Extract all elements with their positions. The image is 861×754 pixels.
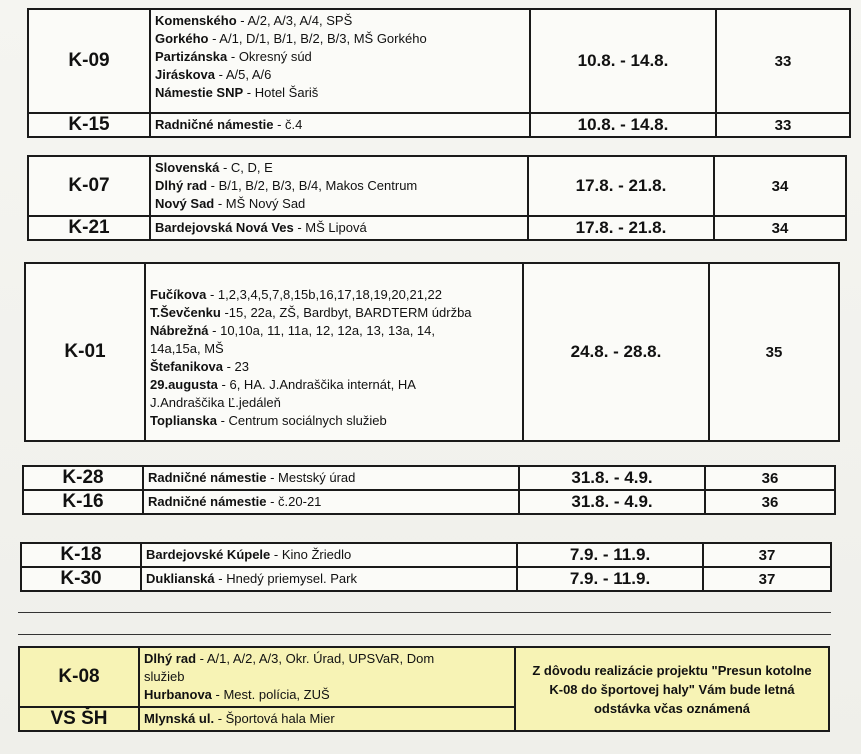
street-name: Nábrežná xyxy=(150,323,209,338)
street-detail: - Mestský úrad xyxy=(266,470,356,485)
street-line xyxy=(144,650,510,668)
street-list xyxy=(139,647,515,707)
street-line xyxy=(155,159,523,177)
outage-dates: 17.8. - 21.8. xyxy=(528,156,714,216)
street-line xyxy=(150,322,518,340)
circuit-code: K-15 xyxy=(28,113,150,137)
street-line xyxy=(144,686,510,704)
outage-dates: 10.8. - 14.8. xyxy=(530,113,716,137)
street-name: Radničné námestie xyxy=(155,117,274,132)
special-group xyxy=(18,646,830,732)
street-line xyxy=(144,710,510,728)
street-line xyxy=(148,469,514,487)
street-line xyxy=(155,30,525,48)
street-detail: J.Andraščika Ľ.jedáleň xyxy=(150,395,281,410)
week-number: 33 xyxy=(716,113,850,137)
street-list xyxy=(150,216,528,240)
street-line xyxy=(155,219,523,237)
week-number: 36 xyxy=(705,466,835,490)
street-detail: - 1,2,3,4,5,7,8,15b,16,17,18,19,20,21,22 xyxy=(206,287,442,302)
street-line xyxy=(150,412,518,430)
street-name: Radničné námestie xyxy=(148,494,267,509)
street-detail: - Okresný súd xyxy=(227,49,312,64)
circuit-code: K-01 xyxy=(25,263,145,441)
schedule-group-5 xyxy=(20,542,832,592)
street-detail: služieb xyxy=(144,669,185,684)
street-detail: - č.20-21 xyxy=(266,494,322,509)
outage-dates: 10.8. - 14.8. xyxy=(530,9,716,113)
street-line xyxy=(150,394,518,412)
street-line xyxy=(146,570,512,588)
street-name: Gorkého xyxy=(155,31,209,46)
schedule-group-4 xyxy=(22,465,836,515)
week-number: 35 xyxy=(709,263,839,441)
street-detail: - Športová hala Mier xyxy=(214,711,335,726)
street-line xyxy=(148,493,514,511)
street-name: Toplianska xyxy=(150,413,217,428)
street-name: Štefanikova xyxy=(150,359,223,374)
table-row xyxy=(21,543,831,567)
week-number: 36 xyxy=(705,490,835,514)
street-detail: - 6, HA. J.Andraščika internát, HA xyxy=(217,377,416,392)
street-name: Komenského xyxy=(155,13,237,28)
street-line xyxy=(155,12,525,30)
street-name: Námestie SNP xyxy=(155,85,244,100)
circuit-code: K-18 xyxy=(21,543,141,567)
circuit-code: K-08 xyxy=(19,647,139,707)
table-row xyxy=(21,567,831,591)
street-detail: - č.4 xyxy=(273,117,303,132)
street-name: Mlynská ul. xyxy=(144,711,215,726)
street-detail: 14a,15a, MŠ xyxy=(150,341,224,356)
table-row xyxy=(28,9,850,113)
street-detail: - Mest. polícia, ZUŠ xyxy=(211,687,330,702)
street-name: Partizánska xyxy=(155,49,228,64)
circuit-code: VS ŠH xyxy=(19,707,139,731)
table-row xyxy=(28,156,846,216)
street-line xyxy=(155,84,525,102)
week-number: 34 xyxy=(714,156,846,216)
street-name: Bardejovské Kúpele xyxy=(146,547,271,562)
outage-dates: 24.8. - 28.8. xyxy=(523,263,709,441)
street-name: Bardejovská Nová Ves xyxy=(155,220,294,235)
table-row xyxy=(28,113,850,137)
street-name: Hurbanova xyxy=(144,687,212,702)
street-detail: - A/2, A/3, A/4, SPŠ xyxy=(236,13,353,28)
street-list xyxy=(150,113,530,137)
street-name: 29.augusta xyxy=(150,377,218,392)
week-number: 37 xyxy=(703,567,831,591)
street-name: Slovenská xyxy=(155,160,220,175)
circuit-code: K-28 xyxy=(23,466,143,490)
week-number: 33 xyxy=(716,9,850,113)
street-list xyxy=(150,156,528,216)
street-line xyxy=(150,286,518,304)
separator-line xyxy=(18,634,831,635)
street-detail: - Kino Žriedlo xyxy=(270,547,352,562)
outage-dates: 7.9. - 11.9. xyxy=(517,567,703,591)
street-name: Fučíkova xyxy=(150,287,207,302)
street-name: Dlhý rad xyxy=(155,178,208,193)
street-line xyxy=(146,546,512,564)
street-list xyxy=(141,543,517,567)
circuit-code: K-09 xyxy=(28,9,150,113)
circuit-code: K-21 xyxy=(28,216,150,240)
schedule-group-1 xyxy=(27,8,851,138)
street-detail: - MŠ Nový Sad xyxy=(214,196,306,211)
street-detail: -15, 22a, ZŠ, Bardbyt, BARDTERM údržba xyxy=(220,305,472,320)
street-detail: - Centrum sociálnych služieb xyxy=(216,413,387,428)
week-number: 37 xyxy=(703,543,831,567)
street-line xyxy=(144,668,510,686)
table-row xyxy=(28,216,846,240)
street-list xyxy=(145,263,523,441)
street-line xyxy=(150,376,518,394)
street-line xyxy=(155,195,523,213)
street-detail: - C, D, E xyxy=(219,160,273,175)
table-row xyxy=(19,647,829,707)
circuit-code: K-30 xyxy=(21,567,141,591)
table-row xyxy=(25,263,839,441)
street-detail: - A/1, A/2, A/3, Okr. Úrad, UPSVaR, Dom xyxy=(196,651,435,666)
street-detail: - 23 xyxy=(222,359,249,374)
street-detail: - Hnedý priemysel. Park xyxy=(214,571,357,586)
week-number: 34 xyxy=(714,216,846,240)
outage-dates: 31.8. - 4.9. xyxy=(519,490,705,514)
street-line xyxy=(155,66,525,84)
table-row xyxy=(23,490,835,514)
street-line xyxy=(150,304,518,322)
street-detail: - A/5, A/6 xyxy=(215,67,272,82)
street-name: Jiráskova xyxy=(155,67,215,82)
street-detail: - B/1, B/2, B/3, B/4, Makos Centrum xyxy=(207,178,418,193)
street-list xyxy=(141,567,517,591)
table-row xyxy=(23,466,835,490)
street-line xyxy=(150,340,518,358)
street-line xyxy=(150,358,518,376)
street-name: Radničné námestie xyxy=(148,470,267,485)
outage-dates: 17.8. - 21.8. xyxy=(528,216,714,240)
street-name: Nový Sad xyxy=(155,196,215,211)
street-line xyxy=(155,116,525,134)
street-name: Duklianská xyxy=(146,571,215,586)
schedule-group-2 xyxy=(27,155,847,241)
street-detail: - MŠ Lipová xyxy=(293,220,367,235)
street-list xyxy=(150,9,530,113)
schedule-group-3 xyxy=(24,262,840,442)
project-note: Z dôvodu realizácie projektu "Presun kotolne K-08 do športovej haly" Vám bude letná odstávka včas oznámená xyxy=(515,647,829,731)
street-name: T.Ševčenku xyxy=(150,305,221,320)
street-list xyxy=(139,707,515,731)
outage-dates: 7.9. - 11.9. xyxy=(517,543,703,567)
circuit-code: K-16 xyxy=(23,490,143,514)
street-list xyxy=(143,490,519,514)
street-line xyxy=(155,48,525,66)
street-line xyxy=(155,177,523,195)
circuit-code: K-07 xyxy=(28,156,150,216)
outage-dates: 31.8. - 4.9. xyxy=(519,466,705,490)
street-detail: - Hotel Šariš xyxy=(243,85,319,100)
street-name: Dlhý rad xyxy=(144,651,197,666)
separator-line xyxy=(18,612,831,613)
street-detail: - 10,10a, 11, 11a, 12, 12a, 13, 13a, 14, xyxy=(208,323,436,338)
street-detail: - A/1, D/1, B/1, B/2, B/3, MŠ Gorkého xyxy=(208,31,427,46)
street-list xyxy=(143,466,519,490)
